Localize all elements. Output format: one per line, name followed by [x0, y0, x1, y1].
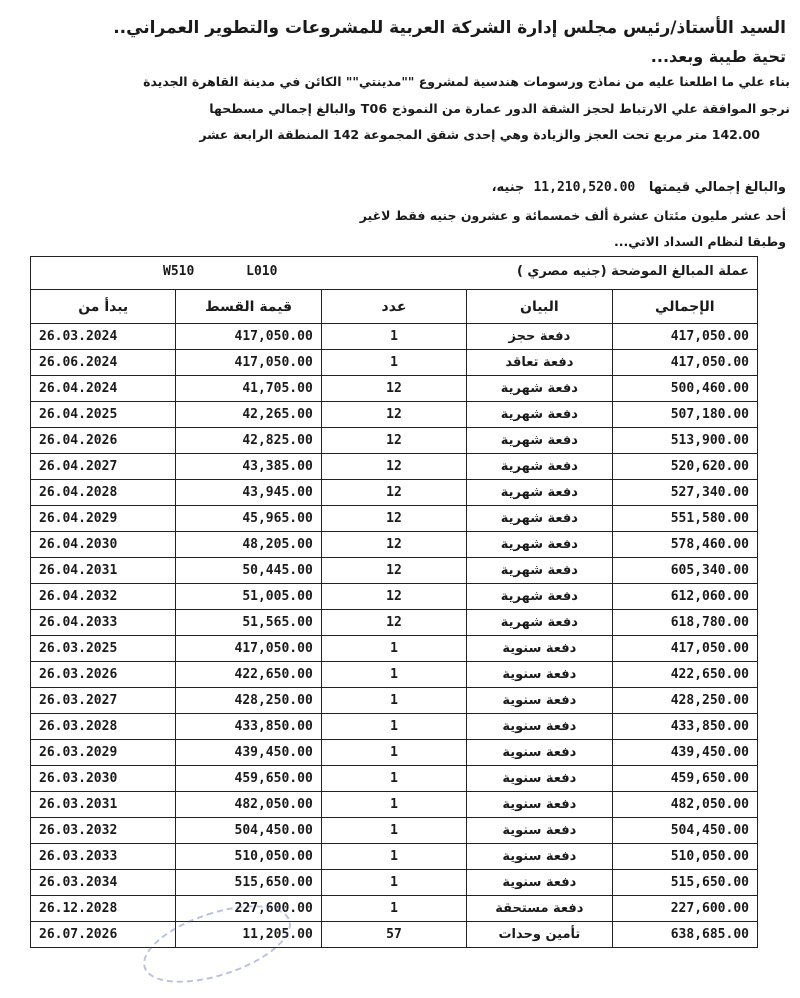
total-amount-line: [492, 180, 786, 195]
cell-description: دفعة مستحقة: [467, 896, 612, 922]
header-total: الإجمالي: [612, 290, 757, 324]
cell-installment: 482,050.00: [176, 792, 321, 818]
cell-count: 12: [321, 454, 466, 480]
cell-total: 428,250.00: [612, 688, 757, 714]
table-row: [31, 792, 758, 818]
cell-total: 227,600.00: [612, 896, 757, 922]
cell-date: 26.03.2031: [31, 792, 176, 818]
cell-count: 1: [321, 350, 466, 376]
cell-total: 504,450.00: [612, 818, 757, 844]
cell-count: 12: [321, 584, 466, 610]
cell-date: 26.03.2033: [31, 844, 176, 870]
table-row: [31, 506, 758, 532]
cell-installment: 417,050.00: [176, 324, 321, 350]
total-amount: 11,210,520.00: [533, 180, 636, 195]
cell-total: 578,460.00: [612, 532, 757, 558]
cell-count: 12: [321, 506, 466, 532]
cell-installment: 417,050.00: [176, 636, 321, 662]
cell-total: 500,460.00: [612, 376, 757, 402]
cell-date: 26.04.2027: [31, 454, 176, 480]
cell-total: 482,050.00: [612, 792, 757, 818]
cell-description: دفعة شهرية: [467, 506, 612, 532]
cell-installment: 227,600.00: [176, 896, 321, 922]
cell-count: 1: [321, 818, 466, 844]
header-count: عدد: [321, 290, 466, 324]
table-row: [31, 454, 758, 480]
cell-description: دفعة شهرية: [467, 558, 612, 584]
table-row: [31, 740, 758, 766]
cell-description: دفعة شهرية: [467, 454, 612, 480]
cell-count: 12: [321, 402, 466, 428]
total-suffix: جنيه،: [491, 180, 525, 195]
table-row: [31, 324, 758, 350]
table-row: [31, 714, 758, 740]
cell-count: 12: [321, 480, 466, 506]
cell-date: 26.03.2034: [31, 870, 176, 896]
table-row: [31, 870, 758, 896]
body-line-1: بناء علي ما اطلعنا عليه من نماذج ورسومات هندسية لمشروع ""مدينتي"" الكائن في مدينة القاهرة الجديدة: [143, 74, 790, 89]
cell-installment: 51,565.00: [176, 610, 321, 636]
table-row: [31, 350, 758, 376]
cell-description: دفعة سنوية: [467, 818, 612, 844]
table-row: [31, 532, 758, 558]
unit-code-1: W510: [163, 264, 195, 279]
cell-count: 12: [321, 610, 466, 636]
cell-count: 12: [321, 376, 466, 402]
cell-count: 12: [321, 428, 466, 454]
table-row: [31, 896, 758, 922]
salutation: السيد الأستاذ/رئيس مجلس إدارة الشركة العربية للمشروعات والتطوير العمراني..: [113, 18, 786, 38]
cell-installment: 433,850.00: [176, 714, 321, 740]
cell-installment: 422,650.00: [176, 662, 321, 688]
cell-description: دفعة شهرية: [467, 610, 612, 636]
table-row: [31, 844, 758, 870]
cell-description: دفعة شهرية: [467, 584, 612, 610]
payment-schedule-table: [30, 256, 758, 948]
currency-row: [31, 257, 758, 290]
cell-date: 26.04.2028: [31, 480, 176, 506]
cell-description: دفعة سنوية: [467, 662, 612, 688]
cell-date: 26.03.2029: [31, 740, 176, 766]
cell-date: 26.04.2032: [31, 584, 176, 610]
cell-date: 26.03.2024: [31, 324, 176, 350]
cell-installment: 41,705.00: [176, 376, 321, 402]
cell-total: 618,780.00: [612, 610, 757, 636]
schedule-intro: وطبقا لنظام السداد الاتي...: [613, 234, 786, 249]
cell-total: 638,685.00: [612, 922, 757, 948]
amount-in-words: أحد عشر مليون مئتان عشرة ألف خمسمائة و عشرون جنيه فقط لاغير: [359, 208, 786, 223]
cell-installment: 50,445.00: [176, 558, 321, 584]
cell-total: 515,650.00: [612, 870, 757, 896]
cell-count: 1: [321, 844, 466, 870]
table-row: [31, 922, 758, 948]
cell-installment: 42,825.00: [176, 428, 321, 454]
table-row: [31, 766, 758, 792]
cell-count: 1: [321, 870, 466, 896]
cell-count: 12: [321, 532, 466, 558]
body-line-2: نرجو الموافقة علي الارتباط لحجز الشقة الدور عمارة من النموذج T06 والبالغ إجمالي مسطحها: [209, 101, 790, 116]
cell-count: 1: [321, 740, 466, 766]
cell-total: 459,650.00: [612, 766, 757, 792]
cell-description: دفعة شهرية: [467, 532, 612, 558]
cell-total: 417,050.00: [612, 636, 757, 662]
cell-installment: 459,650.00: [176, 766, 321, 792]
cell-date: 26.04.2033: [31, 610, 176, 636]
table-row: [31, 818, 758, 844]
cell-description: تأمين وحدات: [467, 922, 612, 948]
cell-date: 26.03.2027: [31, 688, 176, 714]
cell-date: 26.04.2024: [31, 376, 176, 402]
table-row: [31, 610, 758, 636]
cell-date: 26.06.2024: [31, 350, 176, 376]
table-row: [31, 402, 758, 428]
cell-count: 1: [321, 662, 466, 688]
cell-installment: 51,005.00: [176, 584, 321, 610]
cell-date: 26.04.2025: [31, 402, 176, 428]
cell-description: دفعة حجز: [467, 324, 612, 350]
cell-date: 26.03.2028: [31, 714, 176, 740]
cell-description: دفعة سنوية: [467, 740, 612, 766]
cell-description: دفعة سنوية: [467, 766, 612, 792]
body-line-3: 142.00 متر مربع تحت العجز والزيادة وهي إحدى شقق المجموعة 142 المنطقة الرابعة عشر: [199, 127, 760, 142]
cell-installment: 504,450.00: [176, 818, 321, 844]
cell-description: دفعة سنوية: [467, 792, 612, 818]
cell-installment: 428,250.00: [176, 688, 321, 714]
cell-description: دفعة سنوية: [467, 844, 612, 870]
cell-total: 433,850.00: [612, 714, 757, 740]
table-row: [31, 688, 758, 714]
cell-count: 1: [321, 766, 466, 792]
cell-date: 26.04.2026: [31, 428, 176, 454]
cell-description: دفعة شهرية: [467, 376, 612, 402]
unit-code-2: L010: [246, 264, 278, 279]
unit-codes: [163, 264, 321, 279]
cell-total: 513,900.00: [612, 428, 757, 454]
cell-count: 12: [321, 558, 466, 584]
cell-description: دفعة سنوية: [467, 870, 612, 896]
cell-date: 26.04.2030: [31, 532, 176, 558]
cell-installment: 510,050.00: [176, 844, 321, 870]
cell-installment: 439,450.00: [176, 740, 321, 766]
header-installment: قيمة القسط: [176, 290, 321, 324]
cell-total: 510,050.00: [612, 844, 757, 870]
table-row: [31, 428, 758, 454]
cell-date: 26.03.2025: [31, 636, 176, 662]
cell-count: 1: [321, 688, 466, 714]
cell-total: 605,340.00: [612, 558, 757, 584]
cell-installment: 417,050.00: [176, 350, 321, 376]
table-row: [31, 584, 758, 610]
cell-installment: 43,385.00: [176, 454, 321, 480]
cell-description: دفعة شهرية: [467, 428, 612, 454]
table-row: [31, 636, 758, 662]
cell-installment: 48,205.00: [176, 532, 321, 558]
cell-count: 57: [321, 922, 466, 948]
header-date: يبدأ من: [31, 290, 176, 324]
cell-count: 1: [321, 792, 466, 818]
cell-installment: 515,650.00: [176, 870, 321, 896]
table-row: [31, 558, 758, 584]
cell-date: 26.12.2028: [31, 896, 176, 922]
cell-total: 612,060.00: [612, 584, 757, 610]
cell-description: دفعة سنوية: [467, 636, 612, 662]
greeting: تحية طيبة وبعد...: [650, 47, 786, 66]
cell-description: دفعة تعاقد: [467, 350, 612, 376]
total-prefix: والبالغ إجمالي قيمتها: [648, 180, 786, 195]
cell-total: 417,050.00: [612, 324, 757, 350]
cell-description: دفعة سنوية: [467, 714, 612, 740]
cell-count: 1: [321, 636, 466, 662]
table-row: [31, 376, 758, 402]
cell-date: 26.04.2029: [31, 506, 176, 532]
table-row: [31, 480, 758, 506]
cell-total: 439,450.00: [612, 740, 757, 766]
cell-description: دفعة سنوية: [467, 688, 612, 714]
cell-count: 1: [321, 714, 466, 740]
currency-label: عملة المبالغ الموضحة (جنيه مصري ): [516, 264, 749, 279]
cell-total: 551,580.00: [612, 506, 757, 532]
header-description: البيان: [467, 290, 612, 324]
cell-installment: 11,205.00: [176, 922, 321, 948]
cell-total: 417,050.00: [612, 350, 757, 376]
cell-installment: 43,945.00: [176, 480, 321, 506]
cell-total: 422,650.00: [612, 662, 757, 688]
cell-description: دفعة شهرية: [467, 480, 612, 506]
cell-date: 26.03.2030: [31, 766, 176, 792]
cell-description: دفعة شهرية: [467, 402, 612, 428]
cell-date: 26.03.2026: [31, 662, 176, 688]
table-header-row: [31, 290, 758, 324]
cell-count: 1: [321, 896, 466, 922]
currency-cell: [31, 257, 758, 290]
table-row: [31, 662, 758, 688]
cell-total: 507,180.00: [612, 402, 757, 428]
cell-date: 26.07.2026: [31, 922, 176, 948]
cell-date: 26.03.2032: [31, 818, 176, 844]
cell-count: 1: [321, 324, 466, 350]
cell-installment: 45,965.00: [176, 506, 321, 532]
cell-total: 527,340.00: [612, 480, 757, 506]
cell-installment: 42,265.00: [176, 402, 321, 428]
cell-date: 26.04.2031: [31, 558, 176, 584]
cell-total: 520,620.00: [612, 454, 757, 480]
